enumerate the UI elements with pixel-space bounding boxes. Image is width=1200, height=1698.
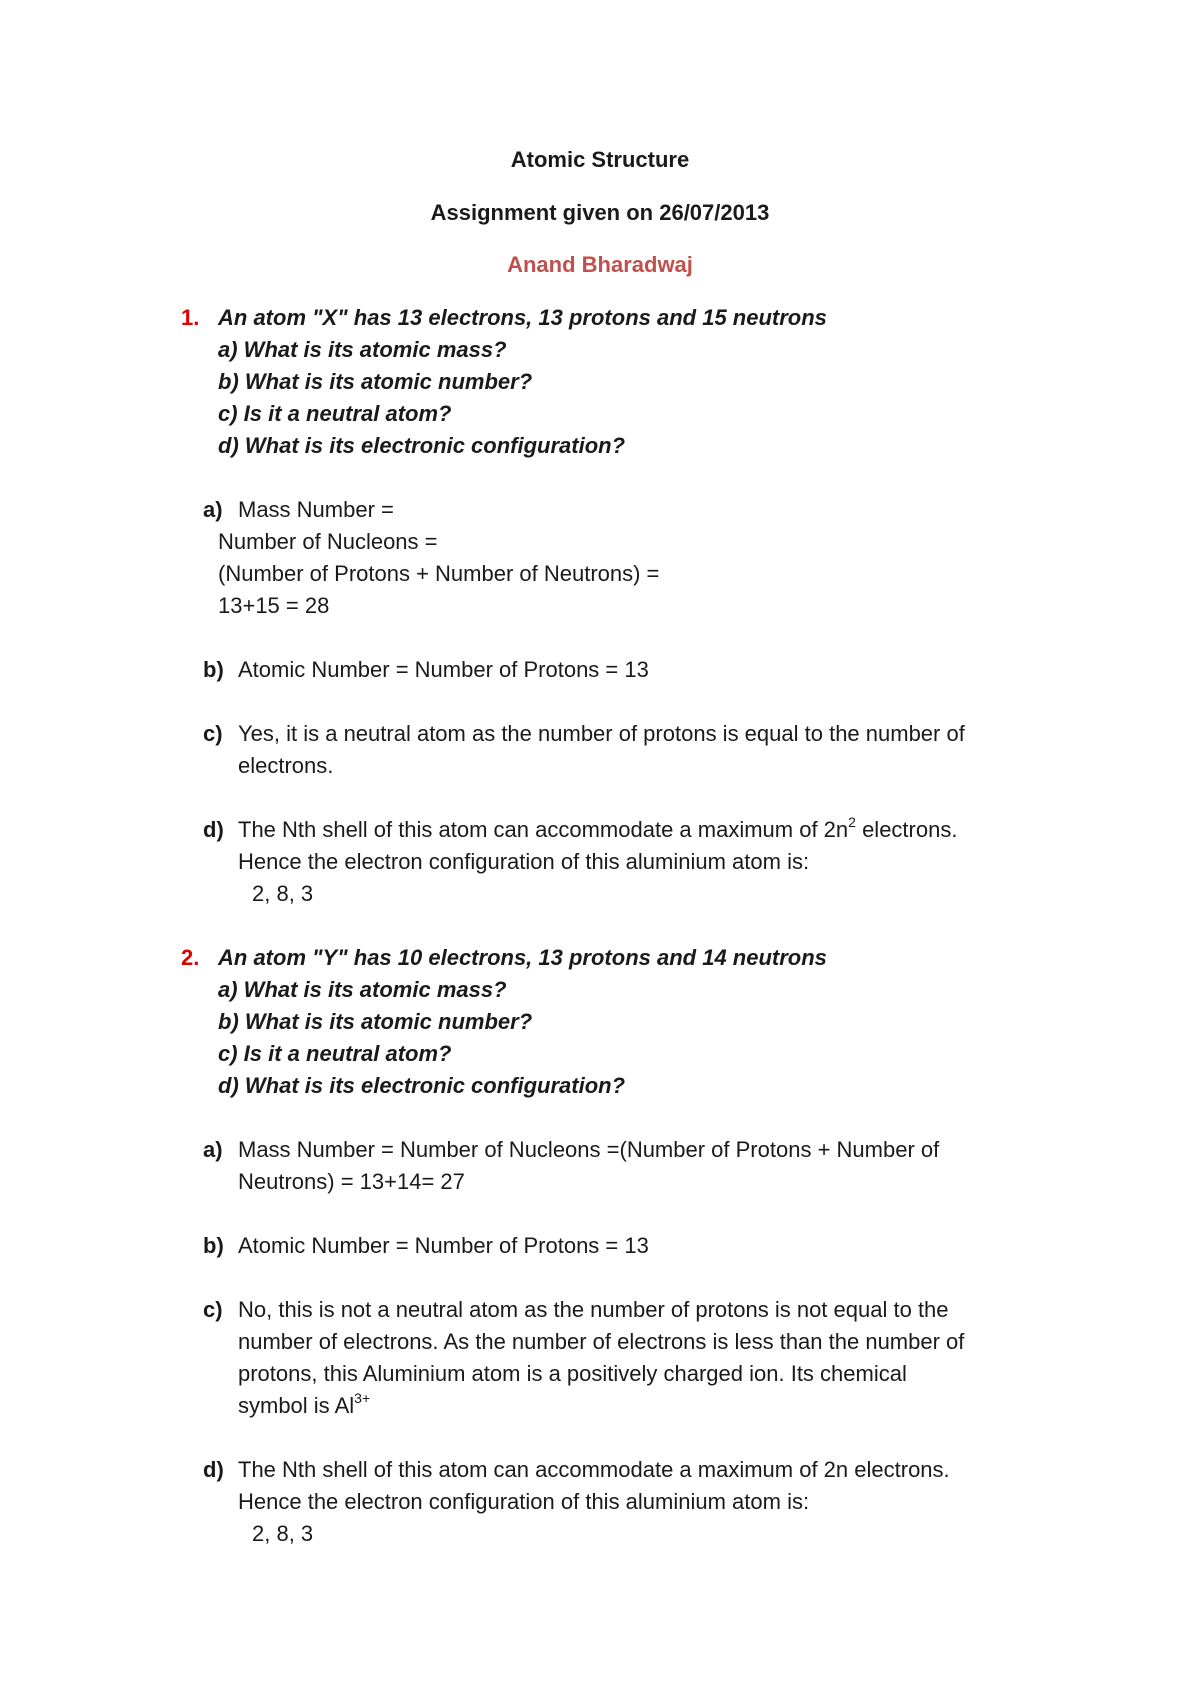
answer-1a-line: Mass Number = bbox=[238, 497, 394, 522]
answer-2a-label: a) bbox=[203, 1137, 223, 1162]
answer-1a-label: a) bbox=[203, 497, 223, 522]
question-1-sub-b: b) What is its atomic number? bbox=[218, 369, 533, 394]
answer-1c-label: c) bbox=[203, 721, 223, 746]
answer-1c-line: Yes, it is a neutral atom as the number of protons is equal to the number of bbox=[238, 721, 965, 746]
answer-1c-line: electrons. bbox=[238, 753, 334, 778]
question-2-sub-c: c) Is it a neutral atom? bbox=[218, 1041, 452, 1066]
answer-2a-line: Neutrons) = 13+14= 27 bbox=[238, 1169, 465, 1194]
answer-2c-line: symbol is $Al^{3+}$ bbox=[238, 1389, 371, 1418]
answer-1d-config: 2, 8, 3 bbox=[252, 881, 314, 906]
question-2-text: An atom "Y" has 10 electrons, 13 protons and 14 neutrons bbox=[218, 945, 827, 970]
answer-2d-config: 2, 8, 3 bbox=[252, 1521, 314, 1546]
answer-1a-line: 13+15 = 28 bbox=[218, 593, 330, 618]
superscript: 3+ bbox=[354, 1389, 371, 1406]
answer-1a-line: (Number of Protons + Number of Neutrons) = bbox=[218, 561, 660, 586]
answer-1d-line: Hence the electron configuration of this aluminium atom is: bbox=[238, 849, 810, 874]
assignment-date: Assignment given on 26/07/2013 bbox=[430, 200, 770, 225]
answer-2c-line: number of electrons. As the number of electrons is less than the number of bbox=[238, 1329, 965, 1354]
answer-2b-text: Atomic Number = Number of Protons = 13 bbox=[238, 1233, 649, 1258]
author-name: Anand Bharadwaj bbox=[507, 252, 693, 277]
question-2-sub-d: d) What is its electronic configuration? bbox=[218, 1073, 626, 1098]
answer-1d-line: The Nth shell of this atom can accommodate a maximum of $2n^2$ electrons. bbox=[238, 813, 958, 842]
question-1-sub-d: d) What is its electronic configuration? bbox=[218, 433, 626, 458]
answer-2d-label: d) bbox=[203, 1457, 224, 1482]
answer-1a-line: Number of Nucleons = bbox=[218, 529, 438, 554]
answer-1b-label: b) bbox=[203, 657, 224, 682]
answer-2c-line: protons, this Aluminium atom is a positively charged ion. Its chemical bbox=[238, 1361, 907, 1386]
answer-2d-line: The Nth shell of this atom can accommodate a maximum of 2n electrons. bbox=[238, 1457, 950, 1482]
answer-2b-label: b) bbox=[203, 1233, 224, 1258]
question-2-number: 2. bbox=[181, 945, 200, 970]
answer-1b-text: Atomic Number = Number of Protons = 13 bbox=[238, 657, 649, 682]
answer-2d-line: Hence the electron configuration of this aluminium atom is: bbox=[238, 1489, 810, 1514]
superscript: 2 bbox=[848, 813, 856, 830]
question-1-number: 1. bbox=[181, 305, 200, 330]
question-1-sub-a: a) What is its atomic mass? bbox=[218, 337, 507, 362]
page-title: Atomic Structure bbox=[510, 147, 690, 172]
answer-2c-label: c) bbox=[203, 1297, 223, 1322]
answer-1d-label: d) bbox=[203, 817, 224, 842]
question-2-sub-a: a) What is its atomic mass? bbox=[218, 977, 507, 1002]
answer-2c-line: No, this is not a neutral atom as the number of protons is not equal to the bbox=[238, 1297, 949, 1322]
answer-2a-line: Mass Number = Number of Nucleons =(Number of Protons + Number of bbox=[238, 1137, 940, 1162]
question-2-sub-b: b) What is its atomic number? bbox=[218, 1009, 533, 1034]
question-1-text: An atom "X" has 13 electrons, 13 protons and 15 neutrons bbox=[218, 305, 827, 330]
question-1-sub-c: c) Is it a neutral atom? bbox=[218, 401, 452, 426]
